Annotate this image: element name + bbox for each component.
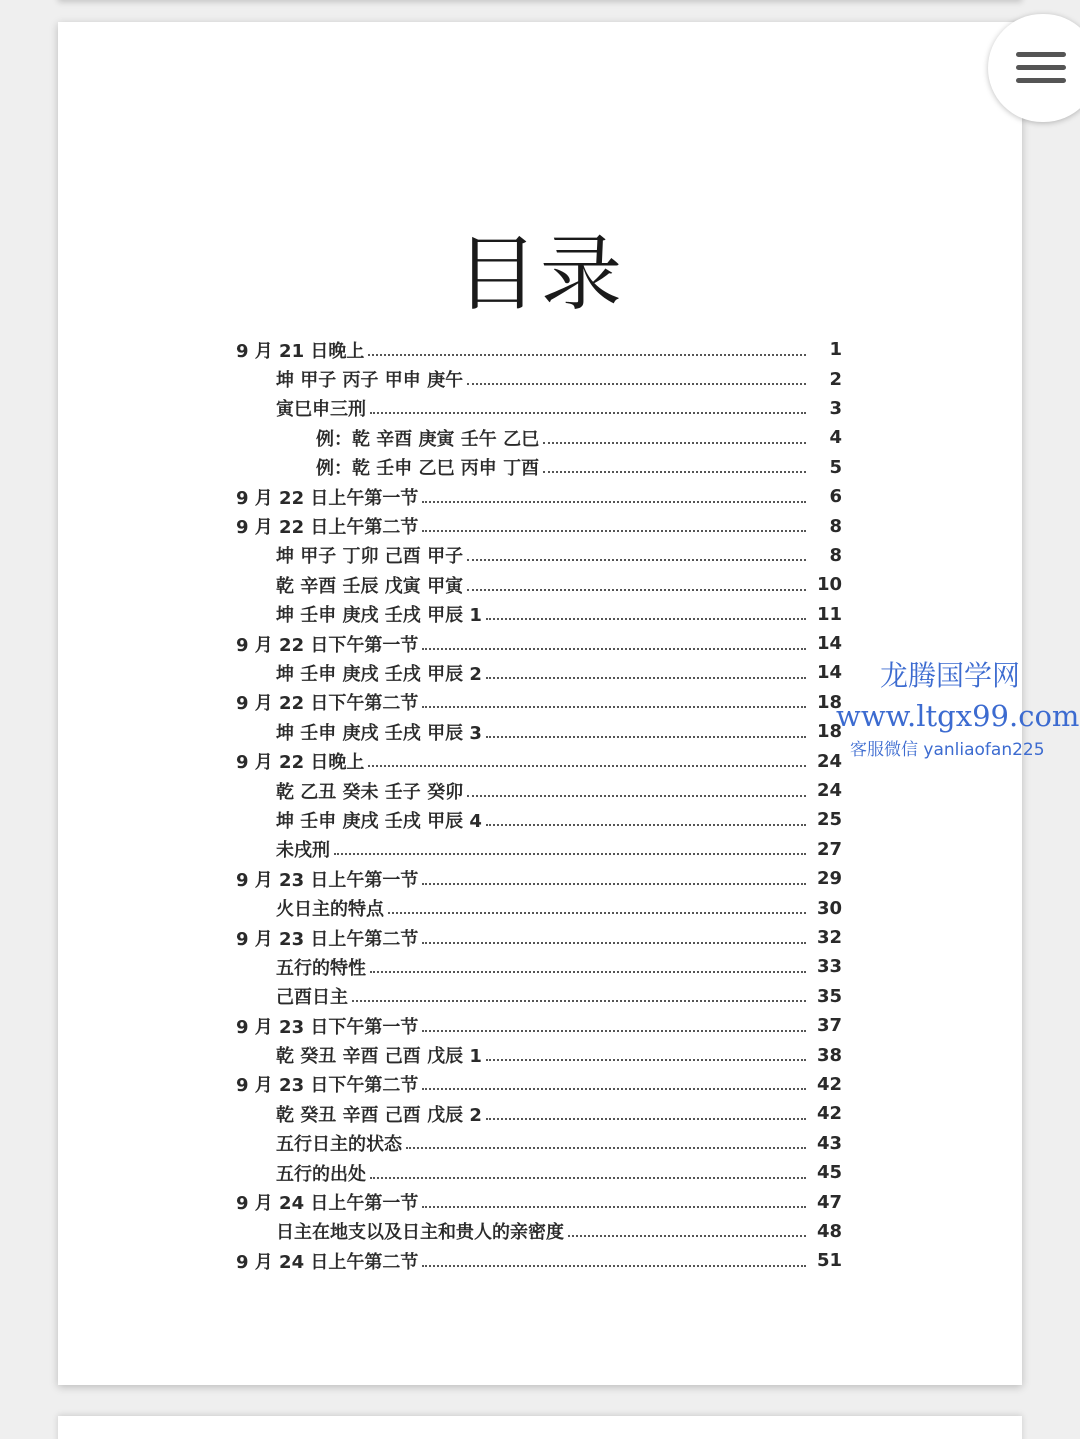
toc-entry-label: 五行的特性 [276,957,366,979]
toc-dot-leader [543,471,806,473]
toc-entry[interactable] [236,658,842,687]
watermark-url: www.ltgx99.com [836,699,1080,733]
toc-entry-page-number: 2 [829,368,842,390]
toc-entry-label: 9 月 24 日上午第一节 [236,1193,419,1215]
toc-dot-leader [352,1000,806,1002]
toc-entry[interactable] [236,746,842,775]
toc-entry[interactable] [236,1099,842,1128]
toc-entry-label: 9 月 23 日上午第一节 [236,869,419,891]
toc-entry-label: 乾 癸丑 辛酉 己酉 戊辰 1 [276,1046,482,1068]
toc-dot-leader [388,912,806,914]
toc-entry[interactable] [236,629,842,658]
toc-entry-page-number: 42 [816,1103,842,1125]
toc-entry[interactable] [236,511,842,540]
toc-entry-page-number: 37 [816,1015,842,1037]
toc-entry-page-number: 47 [816,1191,842,1213]
toc-entry-page-number: 3 [829,397,842,419]
toc-entry[interactable] [236,835,842,864]
toc-entry-page-number: 18 [816,691,842,713]
toc-dot-leader [568,1235,806,1237]
toc-entry-label: 例：乾 壬申 乙巳 丙申 丁酉 [316,458,540,480]
toc-entry-label: 坤 壬申 庚戌 壬戌 甲辰 2 [276,663,482,685]
toc-entry-page-number: 30 [816,897,842,919]
toc-entry-page-number: 45 [816,1162,842,1184]
toc-dot-leader [486,1118,806,1120]
toc-entry[interactable] [236,1070,842,1099]
toc-entry[interactable] [236,335,842,364]
toc-entry-label: 未戌刑 [276,840,330,862]
toc-entry-label: 坤 甲子 丙子 甲申 庚午 [276,370,464,392]
toc-entry[interactable] [236,1011,842,1040]
toc-dot-leader [467,795,806,797]
toc-entry-page-number: 38 [816,1044,842,1066]
toc-entry[interactable] [236,688,842,717]
toc-entry[interactable] [236,982,842,1011]
toc-entry-label: 五行日主的状态 [276,1134,402,1156]
toc-entry[interactable] [236,1158,842,1187]
toc-dot-leader [422,1030,806,1032]
toc-entry[interactable] [236,717,842,746]
toc-entry-label: 9 月 22 日上午第一节 [236,487,419,509]
toc-dot-leader [486,736,806,738]
toc-entry[interactable] [236,423,842,452]
toc-entry[interactable] [236,1187,842,1216]
toc-entry[interactable] [236,453,842,482]
toc-entry-page-number: 29 [816,868,842,890]
toc-entry-label: 9 月 23 日下午第一节 [236,1016,419,1038]
toc-entry-page-number: 14 [816,633,842,655]
toc-entry-label: 己酉日主 [276,987,348,1009]
toc-entry-page-number: 8 [829,515,842,537]
toc-entry[interactable] [236,364,842,393]
toc-dot-leader [422,1265,806,1267]
toc-dot-leader [422,1206,806,1208]
toc-entry-page-number: 11 [816,603,842,625]
toc-entry-page-number: 6 [829,486,842,508]
toc-entry-label: 乾 癸丑 辛酉 己酉 戊辰 2 [276,1104,482,1126]
watermark [836,656,1080,764]
toc-entry-page-number: 5 [829,456,842,478]
toc-entry-page-number: 33 [816,956,842,978]
toc-entry[interactable] [236,600,842,629]
toc-entry[interactable] [236,952,842,981]
toc-entry-label: 9 月 22 日下午第一节 [236,634,419,656]
toc-entry-page-number: 43 [816,1132,842,1154]
toc-entry-page-number: 24 [816,780,842,802]
toc-entry-label: 乾 辛酉 壬辰 戊寅 甲寅 [276,575,464,597]
toc-entry[interactable] [236,541,842,570]
toc-entry-label: 9 月 22 日晚上 [236,752,365,774]
hamburger-menu-icon [1016,52,1066,84]
toc-dot-leader [368,354,806,356]
toc-entry-label: 坤 壬申 庚戌 壬戌 甲辰 1 [276,605,482,627]
toc-entry-label: 日主在地支以及日主和贵人的亲密度 [276,1222,564,1244]
toc-entry[interactable] [236,1217,842,1246]
toc-entry-label: 五行的出处 [276,1163,366,1185]
toc-dot-leader [486,618,806,620]
toc-dot-leader [486,677,806,679]
toc-entry-page-number: 18 [816,721,842,743]
toc-dot-leader [334,853,806,855]
toc-entry-label: 乾 乙丑 癸未 壬子 癸卯 [276,781,464,803]
toc-entry-label: 9 月 24 日上午第二节 [236,1251,419,1273]
toc-entry[interactable] [236,1246,842,1275]
toc-entry-page-number: 10 [816,574,842,596]
toc-dot-leader [467,383,806,385]
toc-entry-page-number: 24 [816,750,842,772]
toc-entry[interactable] [236,482,842,511]
toc-entry[interactable] [236,1040,842,1069]
toc-entry-page-number: 4 [829,427,842,449]
toc-entry-page-number: 27 [816,838,842,860]
toc-entry-label: 火日主的特点 [276,899,384,921]
watermark-contact: 客服微信 yanliaofan225 [850,740,1045,760]
toc-dot-leader [422,648,806,650]
toc-entry-page-number: 51 [816,1250,842,1272]
toc-entry-page-number: 8 [829,544,842,566]
watermark-site-name: 龙腾国学网 [879,659,1020,692]
toc-entry-page-number: 25 [816,809,842,831]
toc-entry[interactable] [236,570,842,599]
toc-dot-leader [422,706,806,708]
toc-entry-label: 坤 甲子 丁卯 己酉 甲子 [276,546,464,568]
toc-dot-leader [422,530,806,532]
toc-entry[interactable] [236,394,842,423]
toc-dot-leader [422,942,806,944]
toc-entry-page-number: 1 [829,339,842,361]
toc-entry-label: 9 月 22 日上午第二节 [236,517,419,539]
toc-dot-leader [467,589,806,591]
toc-dot-leader [422,883,806,885]
toc-dot-leader [370,971,806,973]
toc-dot-leader [486,1059,806,1061]
toc-entry-label: 坤 壬申 庚戌 壬戌 甲辰 4 [276,810,482,832]
toc-dot-leader [543,442,806,444]
toc-entry-label: 9 月 23 日下午第二节 [236,1075,419,1097]
toc-dot-leader [467,559,806,561]
toc-entry[interactable] [236,805,842,834]
table-of-contents [236,335,842,1276]
toc-dot-leader [368,765,806,767]
toc-dot-leader [422,501,806,503]
toc-entry-label: 9 月 22 日下午第二节 [236,693,419,715]
toc-dot-leader [486,824,806,826]
toc-entry[interactable] [236,776,842,805]
toc-entry-label: 例：乾 辛酉 庚寅 壬午 乙巳 [316,428,540,450]
toc-entry-label: 9 月 21 日晚上 [236,340,365,362]
toc-dot-leader [422,1088,806,1090]
next-page-edge [58,1416,1022,1439]
toc-entry-page-number: 32 [816,927,842,948]
toc-entry-page-number: 42 [816,1073,842,1095]
toc-entry[interactable] [236,1129,842,1158]
toc-entry-label: 9 月 23 日上午第二节 [236,928,419,950]
toc-entry[interactable] [236,893,842,922]
toc-entry[interactable] [236,864,842,893]
page-title: 目录 [455,227,624,322]
toc-entry[interactable] [236,923,842,952]
toc-dot-leader [406,1147,806,1149]
toc-entry-page-number: 14 [816,662,842,684]
toc-entry-page-number: 35 [816,985,842,1007]
toc-entry-page-number: 48 [816,1220,842,1242]
toc-dot-leader [370,412,806,414]
toc-entry-label: 坤 壬申 庚戌 壬戌 甲辰 3 [276,722,482,744]
toc-dot-leader [370,1177,806,1179]
toc-entry-label: 寅巳申三刑 [276,399,366,421]
